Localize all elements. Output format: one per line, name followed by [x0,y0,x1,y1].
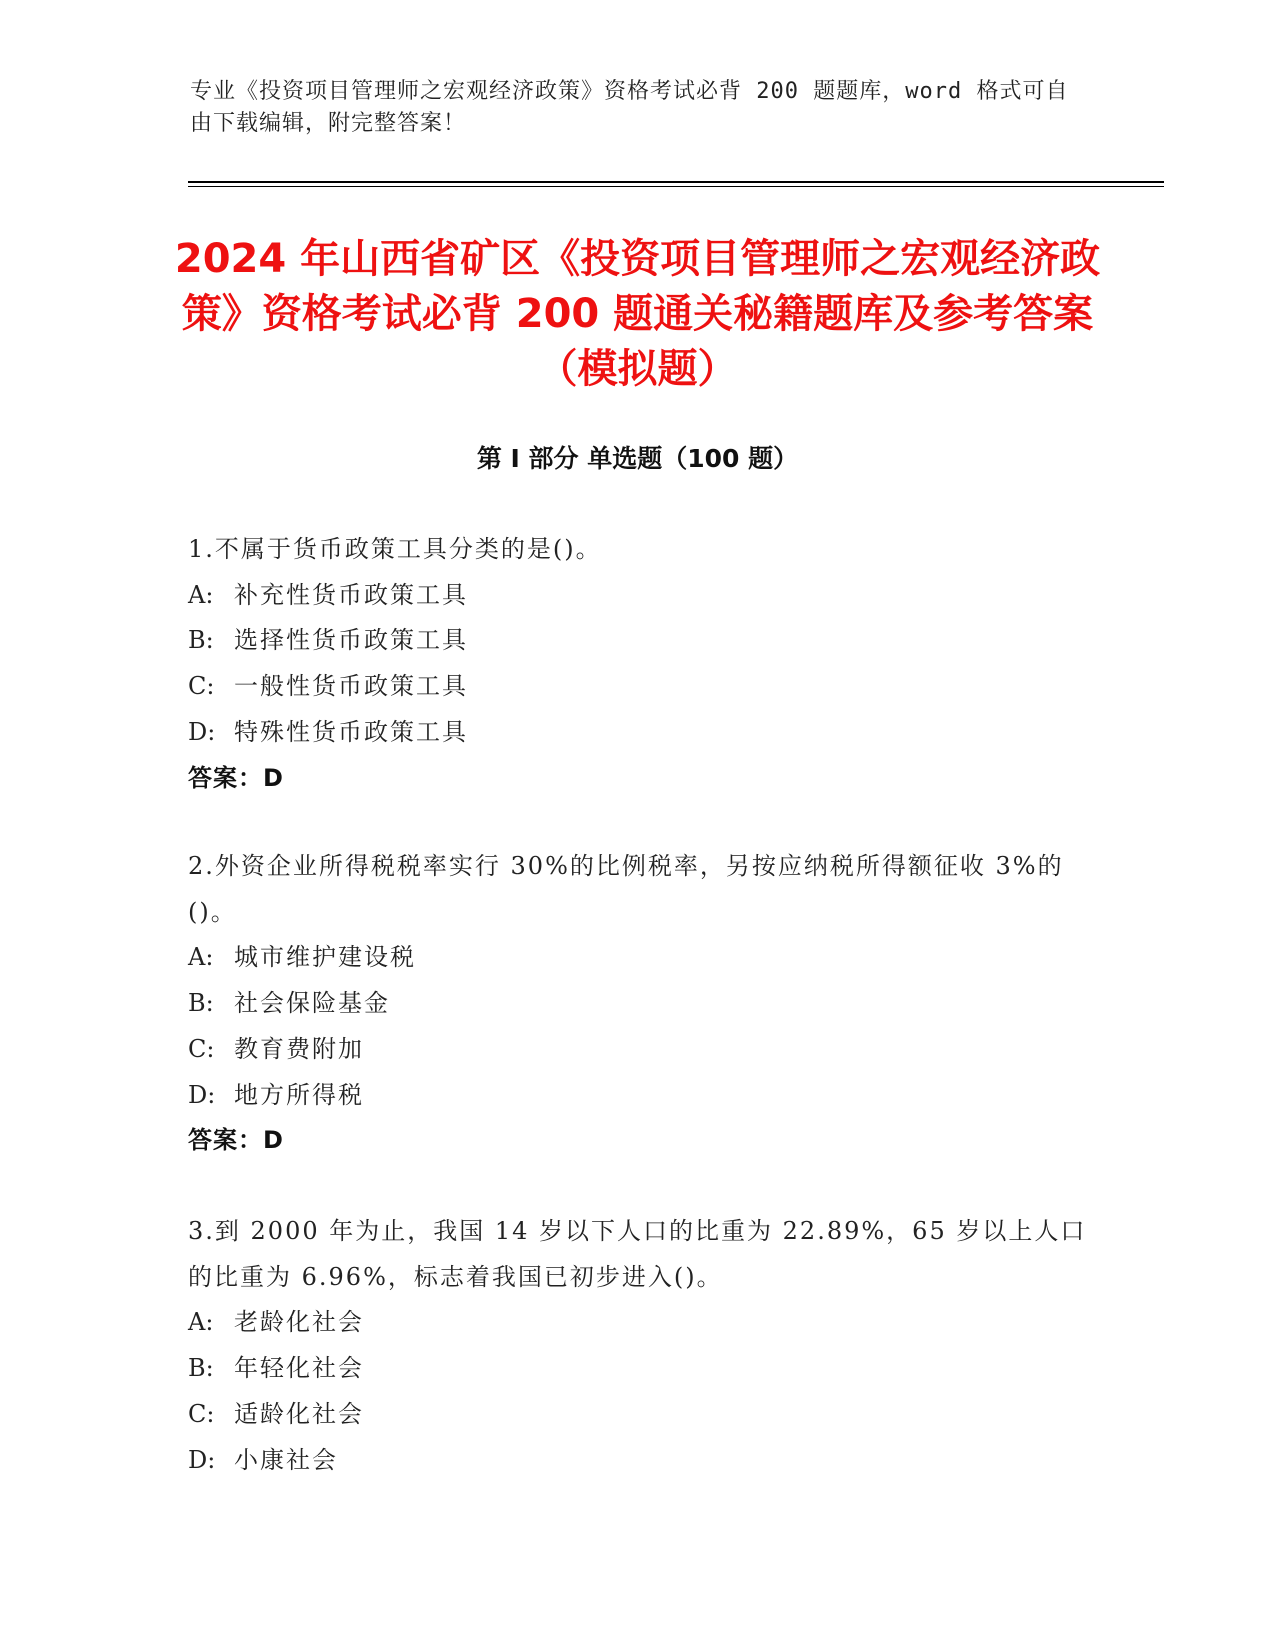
option-letter: B: [188,1354,214,1383]
option-letter: B: [188,626,214,655]
question-stem: 2.外资企业所得税税率实行 30%的比例税率，另按应纳税所得额征收 3%的()。 [188,852,1064,926]
option-b [188,1346,1088,1392]
option-c [188,1392,1088,1438]
answer-line: 答案：D [188,763,284,792]
option-b [188,618,1088,664]
option-text: 城市维护建设税 [234,943,416,972]
option-letter: B: [188,989,214,1018]
option-letter: C: [188,672,215,701]
option-text: 补充性货币政策工具 [234,580,468,609]
option-letter: D: [188,717,216,746]
document-title: 2024 年山西省矿区《投资项目管理师之宏观经济政策》资格考试必背 200 题通关秘籍题库及参考答案（模拟题） [174,236,1101,392]
option-a [188,573,1088,619]
header-rule-thin [188,186,1164,187]
option-c [188,1027,1088,1073]
option-letter: A: [188,580,214,609]
question-block [188,844,1088,1164]
option-a [188,935,1088,981]
option-text: 教育费附加 [234,1034,364,1063]
option-text: 特殊性货币政策工具 [234,717,468,746]
option-a [188,1300,1088,1346]
option-d [188,710,1088,756]
option-text: 适龄化社会 [234,1399,364,1428]
answer-line: 答案：D [188,1126,284,1155]
option-text: 小康社会 [234,1445,338,1474]
option-letter: A: [188,1308,214,1337]
option-letter: C: [188,1399,215,1428]
option-text: 社会保险基金 [234,989,390,1018]
header-note: 专业《投资项目管理师之宏观经济政策》资格考试必背 200 题题库，word 格式可自由下载编辑，附完整答案！ [190,79,1069,136]
option-c [188,664,1088,710]
option-text: 年轻化社会 [234,1354,364,1383]
option-text: 一般性货币政策工具 [234,672,468,701]
question-block [188,1209,1088,1483]
section-title: 第 I 部分 单选题（100 题） [476,444,799,473]
option-letter: D: [188,1445,216,1474]
option-text: 选择性货币政策工具 [234,626,468,655]
option-d [188,1073,1088,1119]
option-b [188,981,1088,1027]
header-rule-thick [188,181,1164,183]
option-d [188,1438,1088,1484]
option-text: 地方所得税 [234,1080,364,1109]
question-stem: 3.到 2000 年为止，我国 14 岁以下人口的比重为 22.89%，65 岁以上人口的比重为 6.96%，标志着我国已初步进入()。 [188,1217,1087,1291]
option-letter: C: [188,1034,215,1063]
question-block [188,527,1088,801]
option-text: 老龄化社会 [234,1308,364,1337]
option-letter: A: [188,943,214,972]
question-stem: 1.不属于货币政策工具分类的是()。 [188,535,602,563]
option-letter: D: [188,1080,216,1109]
